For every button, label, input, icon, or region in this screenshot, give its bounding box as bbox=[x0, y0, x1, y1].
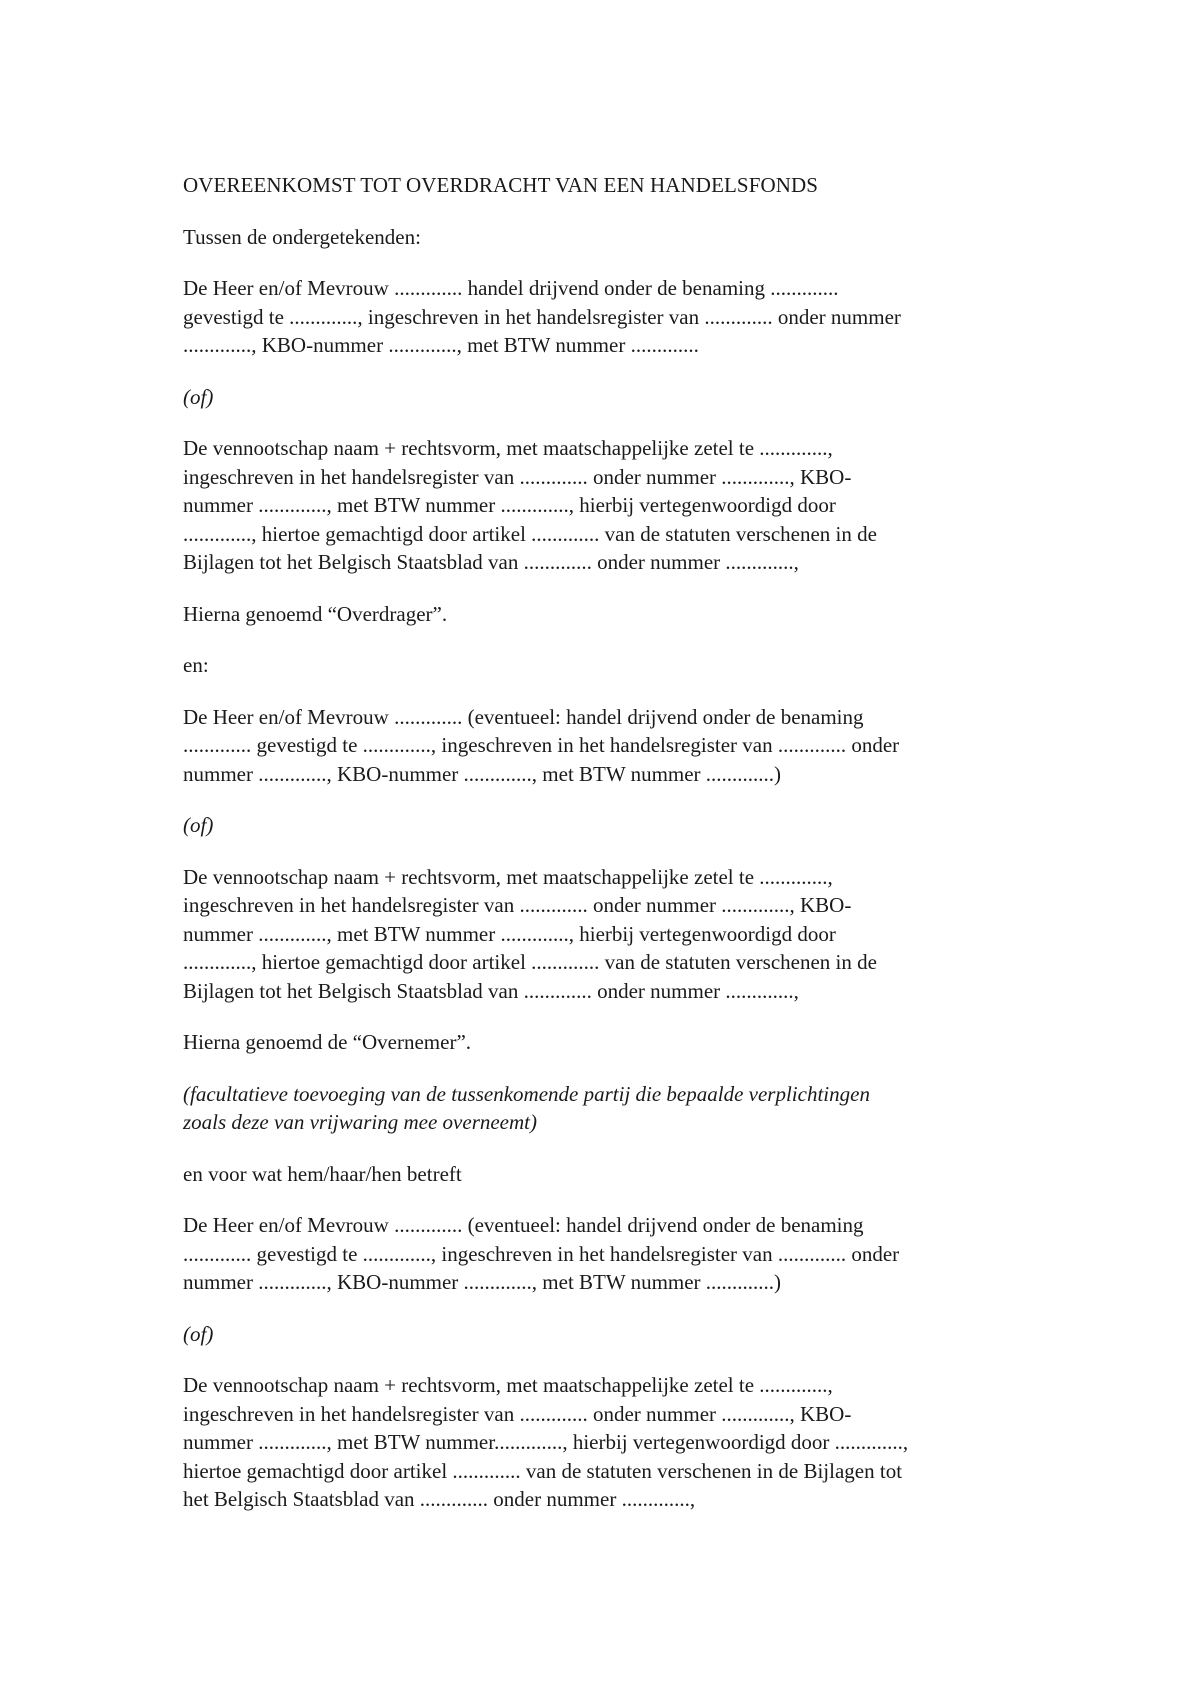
text-line: nummer ............., met BTW nummer ............., hierbij vertegenwoordigd door bbox=[183, 921, 836, 946]
text-line: nummer ............., KBO-nummer ............., met BTW nummer .............) bbox=[183, 1270, 782, 1294]
text-line: De Heer en/of Mevrouw ............. handel drijvend onder de benaming ............. bbox=[183, 276, 839, 300]
text-line: ............., KBO-nummer ............., met BTW nummer ............. bbox=[183, 333, 699, 357]
text-line: nummer ............., KBO-nummer ............., met BTW nummer .............) bbox=[183, 761, 782, 786]
text-line: gevestigd te ............., ingeschreven in het handelsregister van ............. onder nummer bbox=[183, 304, 901, 329]
text-line: ingeschreven in het handelsregister van ............. onder nummer ............., KBO- bbox=[183, 464, 852, 489]
text-line: De vennootschap naam + rechtsvorm, met maatschappelijke zetel te ............., bbox=[183, 1373, 833, 1397]
text-line: De vennootschap naam + rechtsvorm, met maatschappelijke zetel te ............., bbox=[183, 436, 833, 460]
party3-person-paragraph bbox=[183, 1211, 1043, 1297]
party1-person-paragraph bbox=[183, 274, 1043, 360]
and-paragraph: en: bbox=[183, 653, 209, 677]
text-line: Bijlagen tot het Belgisch Staatsblad van ............. onder nummer ............., bbox=[183, 978, 799, 1003]
text-line: het Belgisch Staatsblad van ............. onder nummer ............., bbox=[183, 1487, 696, 1511]
document-title: OVEREENKOMST TOT OVERDRACHT VAN EEN HANDELSFONDS bbox=[183, 173, 819, 197]
document-body bbox=[183, 171, 1043, 1514]
text-line: ............., hiertoe gemachtigd door artikel ............. van de statuten verschenen in de bbox=[183, 950, 877, 974]
or-label: (of) bbox=[183, 1321, 214, 1346]
text-line: Bijlagen tot het Belgisch Staatsblad van ............. onder nummer ............., bbox=[183, 550, 799, 574]
text-line: De Heer en/of Mevrouw ............. (eventueel: handel drijvend onder de benaming bbox=[183, 1213, 864, 1237]
text-line: ingeschreven in het handelsregister van ............. onder nummer ............., KBO- bbox=[183, 893, 852, 917]
text-line: nummer ............., met BTW nummer............., hierbij vertegenwoordigd door ............., bbox=[183, 1430, 909, 1454]
optional-note-paragraph bbox=[183, 1080, 1043, 1137]
text-line: ............. gevestigd te ............., ingeschreven in het handelsregister van ............. onder bbox=[183, 733, 900, 757]
text-line: De Heer en/of Mevrouw ............. (eventueel: handel drijvend onder de benaming bbox=[183, 704, 864, 729]
party2-company-paragraph bbox=[183, 863, 1043, 1006]
text-line: (facultatieve toevoeging van de tussenkomende partij die bepaalde verplichtingen bbox=[183, 1081, 870, 1106]
party3-company-paragraph bbox=[183, 1371, 1043, 1514]
or-label: (of) bbox=[183, 384, 214, 409]
text-line: De vennootschap naam + rechtsvorm, met maatschappelijke zetel te ............., bbox=[183, 864, 833, 889]
text-line: hiertoe gemachtigd door artikel ............. van de statuten verschenen in de Bijlagen tot bbox=[183, 1458, 903, 1483]
text-line: nummer ............., met BTW nummer ............., hierbij vertegenwoordigd door bbox=[183, 493, 836, 517]
party1-company-paragraph bbox=[183, 434, 1043, 577]
intro-paragraph: Tussen de ondergetekenden: bbox=[183, 224, 421, 249]
party1-named-paragraph: Hierna genoemd “Overdrager”. bbox=[183, 601, 448, 626]
text-line: ............. gevestigd te ............., ingeschreven in het handelsregister van ............. onder bbox=[183, 1241, 900, 1266]
text-line: ingeschreven in het handelsregister van ............. onder nummer ............., KBO- bbox=[183, 1401, 852, 1426]
text-line: ............., hiertoe gemachtigd door artikel ............. van de statuten verschenen in de bbox=[183, 521, 877, 546]
party2-named-paragraph: Hierna genoemd de “Overnemer”. bbox=[183, 1030, 472, 1054]
or-label: (of) bbox=[183, 813, 214, 837]
party2-person-paragraph bbox=[183, 703, 1043, 789]
for-concerns-paragraph: en voor wat hem/haar/hen betreft bbox=[183, 1161, 462, 1186]
text-line: zoals deze van vrijwaring mee overneemt) bbox=[183, 1110, 537, 1134]
